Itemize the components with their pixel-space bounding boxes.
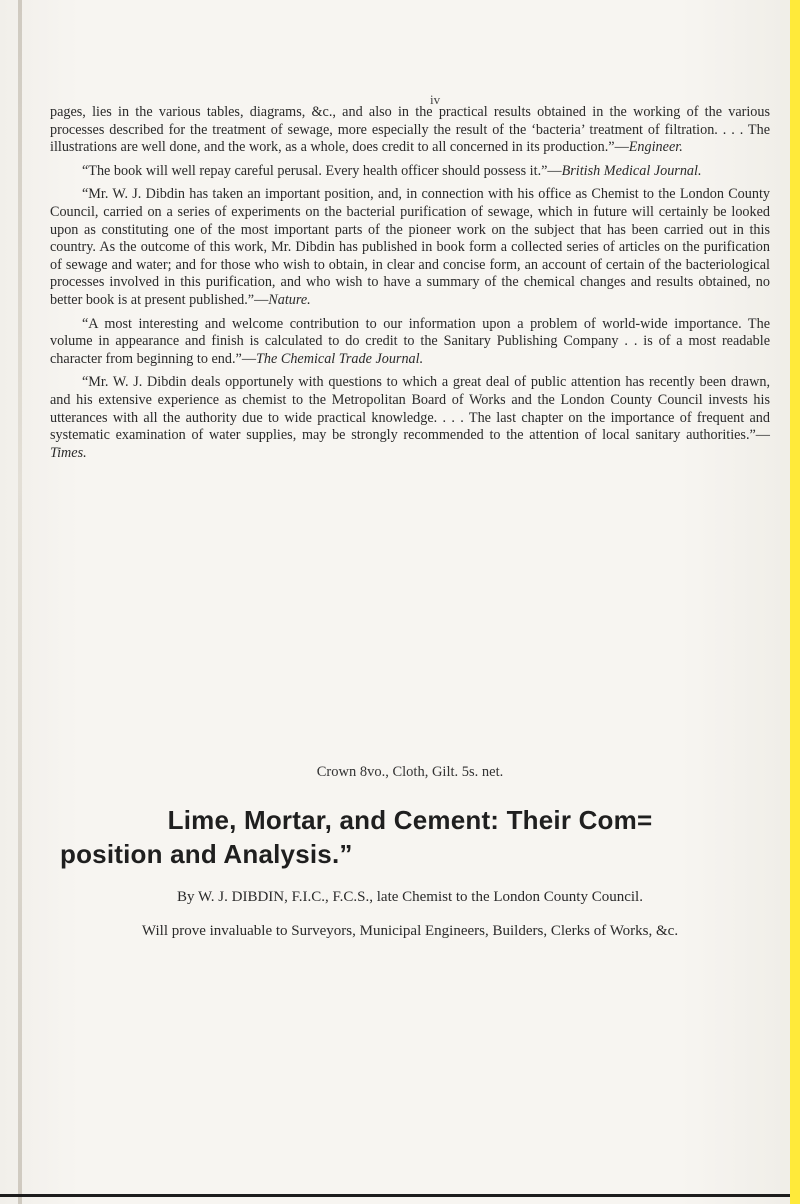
review-times: “Mr. W. J. Dibdin deals opportunely with questions to which a great deal of public attention has recently been drawn, and his extensive experience as chemist to the Metropolitan Board of Works and the London County Council invests his utterances with all the authority due to wide practical knowledge. . . . The last chapter on the importance of frequent and systematic examination of water supplies, may be strongly recommended to the attention of local sanitary authorities.”—Times. — [50, 374, 770, 461]
review-bmj: “The book will well repay careful perusal. Every health officer should possess it.”—British Medical Journal. — [82, 162, 702, 179]
book-advertisement — [50, 764, 770, 941]
bottom-rule — [0, 1194, 790, 1197]
book-blurb: Will prove invaluable to Surveyors, Municipal Engineers, Builders, Clerks of Works, &c. — [141, 923, 679, 939]
review-source: Engineer. — [628, 139, 683, 156]
price-line: Crown 8vo., Cloth, Gilt. 5s. net. — [316, 764, 504, 780]
review-nature: “Mr. W. J. Dibdin has taken an important position, and, in connection with his office as Chemist to the London County Council, carried on a series of experiments on the bacterial purification of sewage, which in future will certainly be looked upon as constituting one of the most important parts of the pioneer work on the subject that has been carried out in this country. As the outcome of this work, Mr. Dibdin has published in book form a collected series of articles on the purification of sewage and water; and for those who wish to obtain, in clear and concise form, an account of certain of the bacteriological processes involved in this purification, and who wish to have a summary of the chemical changes and results obtained, no better book is at present published.”—Nature. — [50, 186, 770, 308]
reviews-section — [50, 104, 770, 468]
page-binding-edge — [18, 0, 22, 1204]
review-source: Nature. — [268, 291, 311, 308]
review-source: Times. — [50, 444, 87, 461]
book-title — [50, 803, 770, 871]
page-number: iv — [430, 92, 441, 107]
review-source: British Medical Journal. — [561, 162, 702, 179]
book-title-line-1: Lime, Mortar, and Cement: Their Com= — [167, 805, 653, 835]
review-engineer: pages, lies in the various tables, diagrams, &c., and also in the practical results obtained in the working of the various processes described for the treatment of sewage, more especially the result of the ‘bacteria’ treatment of filtration. . . . The illustrations are well done, and the work, as a whole, does credit to all concerned in its production.”—Engineer. — [50, 104, 770, 156]
review-source: The Chemical Trade Journal. — [256, 350, 424, 367]
author-line: By W. J. DIBDIN, F.I.C., F.C.S., late Chemist to the London County Council. — [177, 889, 643, 905]
review-chemical-trade-journal: “A most interesting and welcome contribution to our information upon a problem of world-wide importance. The volume in appearance and finish is calculated to do credit to the Sanitary Publishing Company . . is of a most readable character from beginning to end.”—The Chemical Trade Journal. — [50, 315, 770, 367]
page-edge-marker — [790, 0, 800, 1204]
book-title-line-2: position and Analysis.” — [60, 839, 353, 869]
